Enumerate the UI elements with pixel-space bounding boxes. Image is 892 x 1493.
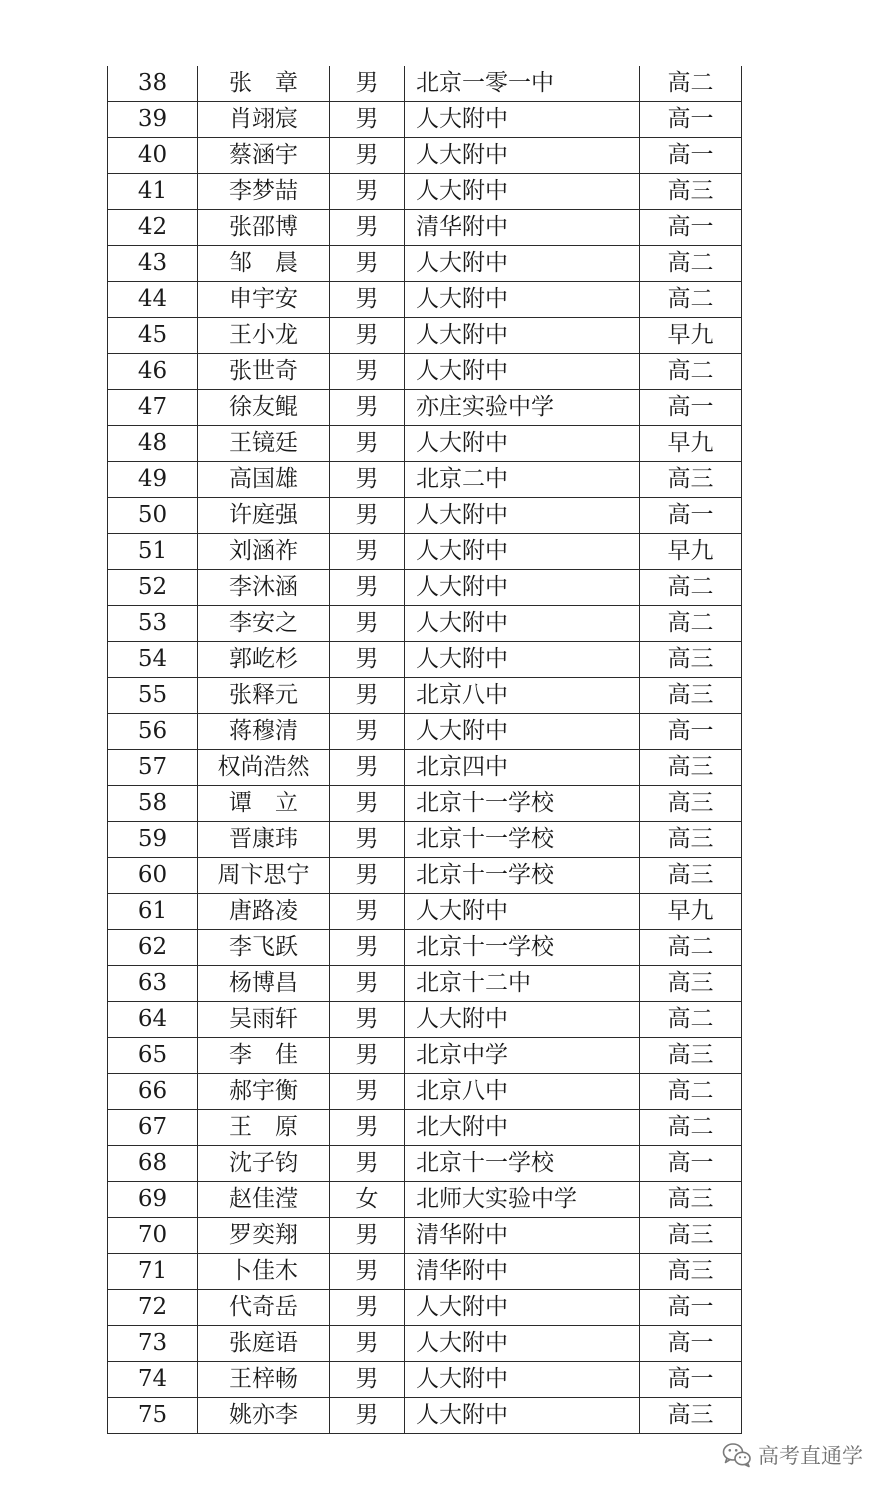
school-name: 人大附中: [405, 894, 640, 930]
row-number: 55: [108, 678, 198, 714]
student-gender: 男: [330, 1254, 405, 1290]
student-name: 李 佳: [198, 1038, 330, 1074]
row-number: 52: [108, 570, 198, 606]
table-row: [108, 1038, 742, 1074]
table-row: [108, 1182, 742, 1218]
grade-level: 高三: [640, 174, 742, 210]
grade-level: 高二: [640, 606, 742, 642]
table-row: [108, 102, 742, 138]
row-number: 57: [108, 750, 198, 786]
grade-level: 高二: [640, 282, 742, 318]
student-gender: 男: [330, 1362, 405, 1398]
student-gender: 男: [330, 1218, 405, 1254]
student-gender: 男: [330, 1290, 405, 1326]
school-name: 人大附中: [405, 1326, 640, 1362]
grade-level: 高三: [640, 1038, 742, 1074]
student-gender: 男: [330, 534, 405, 570]
school-name: 人大附中: [405, 1002, 640, 1038]
school-name: 人大附中: [405, 426, 640, 462]
student-name: 徐友鲲: [198, 390, 330, 426]
student-name: 郝宇衡: [198, 1074, 330, 1110]
table-row: [108, 606, 742, 642]
student-name: 张邵博: [198, 210, 330, 246]
school-name: 人大附中: [405, 1362, 640, 1398]
grade-level: 高三: [640, 462, 742, 498]
student-gender: 女: [330, 1182, 405, 1218]
school-name: 北大附中: [405, 1110, 640, 1146]
school-name: 北京八中: [405, 1074, 640, 1110]
student-name: 王镜廷: [198, 426, 330, 462]
school-name: 北师大实验中学: [405, 1182, 640, 1218]
row-number: 48: [108, 426, 198, 462]
student-name: 王小龙: [198, 318, 330, 354]
school-name: 亦庄实验中学: [405, 390, 640, 426]
school-name: 人大附中: [405, 570, 640, 606]
student-name: 罗奕翔: [198, 1218, 330, 1254]
student-gender: 男: [330, 642, 405, 678]
school-name: 人大附中: [405, 102, 640, 138]
student-gender: 男: [330, 750, 405, 786]
student-name: 晋康玮: [198, 822, 330, 858]
table-row: [108, 570, 742, 606]
student-name: 肖翊宸: [198, 102, 330, 138]
student-gender: 男: [330, 1038, 405, 1074]
grade-level: 高三: [640, 1398, 742, 1434]
row-number: 40: [108, 138, 198, 174]
row-number: 65: [108, 1038, 198, 1074]
school-name: 北京中学: [405, 1038, 640, 1074]
table-row: [108, 246, 742, 282]
table-row: [108, 210, 742, 246]
table-row: [108, 390, 742, 426]
school-name: 人大附中: [405, 354, 640, 390]
student-gender: 男: [330, 426, 405, 462]
student-gender: 男: [330, 174, 405, 210]
school-name: 人大附中: [405, 606, 640, 642]
grade-level: 高三: [640, 1218, 742, 1254]
row-number: 53: [108, 606, 198, 642]
table-row: [108, 174, 742, 210]
row-number: 75: [108, 1398, 198, 1434]
grade-level: 高一: [640, 1362, 742, 1398]
student-gender: 男: [330, 138, 405, 174]
grade-level: 高二: [640, 1110, 742, 1146]
school-name: 北京二中: [405, 462, 640, 498]
student-name: 邹 晨: [198, 246, 330, 282]
row-number: 73: [108, 1326, 198, 1362]
student-name: 张 章: [198, 66, 330, 102]
row-number: 46: [108, 354, 198, 390]
student-gender: 男: [330, 966, 405, 1002]
student-name: 高国雄: [198, 462, 330, 498]
school-name: 北京四中: [405, 750, 640, 786]
table-row: [108, 138, 742, 174]
student-gender: 男: [330, 102, 405, 138]
student-gender: 男: [330, 1074, 405, 1110]
row-number: 42: [108, 210, 198, 246]
grade-level: 高二: [640, 570, 742, 606]
student-name: 李安之: [198, 606, 330, 642]
row-number: 74: [108, 1362, 198, 1398]
school-name: 人大附中: [405, 498, 640, 534]
school-name: 北京十一学校: [405, 1146, 640, 1182]
student-gender: 男: [330, 246, 405, 282]
table-row: [108, 1362, 742, 1398]
table-row: [108, 1110, 742, 1146]
student-name: 唐路凌: [198, 894, 330, 930]
grade-level: 早九: [640, 534, 742, 570]
student-name: 代奇岳: [198, 1290, 330, 1326]
student-name: 王 原: [198, 1110, 330, 1146]
school-name: 北京一零一中: [405, 66, 640, 102]
student-gender: 男: [330, 606, 405, 642]
grade-level: 高一: [640, 102, 742, 138]
student-name: 李沐涵: [198, 570, 330, 606]
student-gender: 男: [330, 66, 405, 102]
student-name: 蔡涵宇: [198, 138, 330, 174]
student-gender: 男: [330, 786, 405, 822]
row-number: 67: [108, 1110, 198, 1146]
school-name: 人大附中: [405, 642, 640, 678]
grade-level: 早九: [640, 426, 742, 462]
student-gender: 男: [330, 282, 405, 318]
row-number: 68: [108, 1146, 198, 1182]
school-name: 人大附中: [405, 714, 640, 750]
school-name: 北京十一学校: [405, 822, 640, 858]
grade-level: 高二: [640, 246, 742, 282]
row-number: 51: [108, 534, 198, 570]
grade-level: 高二: [640, 1074, 742, 1110]
grade-level: 高三: [640, 966, 742, 1002]
row-number: 58: [108, 786, 198, 822]
table-row: [108, 786, 742, 822]
row-number: 56: [108, 714, 198, 750]
table-row: [108, 1074, 742, 1110]
school-name: 清华附中: [405, 210, 640, 246]
table-row: [108, 1218, 742, 1254]
school-name: 清华附中: [405, 1218, 640, 1254]
grade-level: 高三: [640, 642, 742, 678]
row-number: 50: [108, 498, 198, 534]
grade-level: 高二: [640, 930, 742, 966]
row-number: 64: [108, 1002, 198, 1038]
grade-level: 高一: [640, 714, 742, 750]
school-name: 人大附中: [405, 534, 640, 570]
row-number: 61: [108, 894, 198, 930]
table-row: [108, 318, 742, 354]
table-row: [108, 642, 742, 678]
student-name: 申宇安: [198, 282, 330, 318]
row-number: 72: [108, 1290, 198, 1326]
table-row: [108, 894, 742, 930]
school-name: 人大附中: [405, 174, 640, 210]
row-number: 54: [108, 642, 198, 678]
student-gender: 男: [330, 894, 405, 930]
student-name: 刘涵祚: [198, 534, 330, 570]
grade-level: 高三: [640, 750, 742, 786]
student-name: 郭屹杉: [198, 642, 330, 678]
school-name: 北京十一学校: [405, 858, 640, 894]
grade-level: 高三: [640, 786, 742, 822]
table-row: [108, 534, 742, 570]
school-name: 北京八中: [405, 678, 640, 714]
table-row: [108, 1326, 742, 1362]
grade-level: 高一: [640, 1326, 742, 1362]
student-gender: 男: [330, 714, 405, 750]
grade-level: 高三: [640, 1254, 742, 1290]
student-name: 蒋穆清: [198, 714, 330, 750]
student-name: 权尚浩然: [198, 750, 330, 786]
grade-level: 高三: [640, 822, 742, 858]
student-gender: 男: [330, 858, 405, 894]
roster-body: [108, 66, 742, 1434]
watermark: [722, 1438, 863, 1472]
table-row: [108, 822, 742, 858]
row-number: 59: [108, 822, 198, 858]
table-row: [108, 354, 742, 390]
row-number: 47: [108, 390, 198, 426]
grade-level: 高一: [640, 498, 742, 534]
school-name: 北京十一学校: [405, 786, 640, 822]
student-gender: 男: [330, 570, 405, 606]
student-gender: 男: [330, 1398, 405, 1434]
table-row: [108, 282, 742, 318]
student-name: 张释元: [198, 678, 330, 714]
table-row: [108, 1290, 742, 1326]
table-row: [108, 1146, 742, 1182]
student-gender: 男: [330, 318, 405, 354]
grade-level: 高二: [640, 354, 742, 390]
row-number: 49: [108, 462, 198, 498]
student-name: 李飞跃: [198, 930, 330, 966]
student-name: 王梓畅: [198, 1362, 330, 1398]
grade-level: 高一: [640, 390, 742, 426]
student-name: 卜佳木: [198, 1254, 330, 1290]
table-row: [108, 714, 742, 750]
row-number: 44: [108, 282, 198, 318]
grade-level: 高一: [640, 210, 742, 246]
table-row: [108, 66, 742, 102]
school-name: 人大附中: [405, 1290, 640, 1326]
table-row: [108, 1398, 742, 1434]
grade-level: 早九: [640, 894, 742, 930]
row-number: 41: [108, 174, 198, 210]
student-gender: 男: [330, 822, 405, 858]
student-name: 张世奇: [198, 354, 330, 390]
row-number: 69: [108, 1182, 198, 1218]
table-row: [108, 462, 742, 498]
school-name: 人大附中: [405, 282, 640, 318]
row-number: 45: [108, 318, 198, 354]
student-gender: 男: [330, 678, 405, 714]
table-row: [108, 930, 742, 966]
grade-level: 高一: [640, 1290, 742, 1326]
table-row: [108, 966, 742, 1002]
row-number: 38: [108, 66, 198, 102]
watermark-text: 高考直通学: [758, 1444, 863, 1468]
row-number: 63: [108, 966, 198, 1002]
table-row: [108, 498, 742, 534]
table-row: [108, 750, 742, 786]
grade-level: 早九: [640, 318, 742, 354]
student-gender: 男: [330, 1110, 405, 1146]
row-number: 71: [108, 1254, 198, 1290]
grade-level: 高二: [640, 66, 742, 102]
row-number: 60: [108, 858, 198, 894]
school-name: 人大附中: [405, 318, 640, 354]
table-row: [108, 1254, 742, 1290]
student-gender: 男: [330, 1146, 405, 1182]
student-gender: 男: [330, 354, 405, 390]
grade-level: 高三: [640, 1182, 742, 1218]
school-name: 人大附中: [405, 246, 640, 282]
school-name: 北京十二中: [405, 966, 640, 1002]
row-number: 39: [108, 102, 198, 138]
school-name: 人大附中: [405, 138, 640, 174]
wechat-icon: [722, 1442, 752, 1468]
school-name: 清华附中: [405, 1254, 640, 1290]
student-gender: 男: [330, 498, 405, 534]
grade-level: 高三: [640, 678, 742, 714]
table-row: [108, 858, 742, 894]
student-name: 杨博昌: [198, 966, 330, 1002]
student-name: 张庭语: [198, 1326, 330, 1362]
student-roster-table: [107, 66, 742, 1434]
student-name: 谭 立: [198, 786, 330, 822]
student-name: 李梦喆: [198, 174, 330, 210]
row-number: 66: [108, 1074, 198, 1110]
table-row: [108, 426, 742, 462]
grade-level: 高一: [640, 138, 742, 174]
row-number: 62: [108, 930, 198, 966]
student-gender: 男: [330, 1002, 405, 1038]
student-name: 周卞思宁: [198, 858, 330, 894]
student-gender: 男: [330, 390, 405, 426]
student-gender: 男: [330, 1326, 405, 1362]
student-gender: 男: [330, 210, 405, 246]
student-name: 姚亦李: [198, 1398, 330, 1434]
school-name: 北京十一学校: [405, 930, 640, 966]
student-name: 吴雨轩: [198, 1002, 330, 1038]
grade-level: 高二: [640, 1002, 742, 1038]
table-row: [108, 1002, 742, 1038]
row-number: 43: [108, 246, 198, 282]
student-name: 许庭强: [198, 498, 330, 534]
table-row: [108, 678, 742, 714]
school-name: 人大附中: [405, 1398, 640, 1434]
row-number: 70: [108, 1218, 198, 1254]
student-name: 赵佳滢: [198, 1182, 330, 1218]
grade-level: 高一: [640, 1146, 742, 1182]
student-gender: 男: [330, 462, 405, 498]
grade-level: 高三: [640, 858, 742, 894]
student-name: 沈子钧: [198, 1146, 330, 1182]
student-gender: 男: [330, 930, 405, 966]
